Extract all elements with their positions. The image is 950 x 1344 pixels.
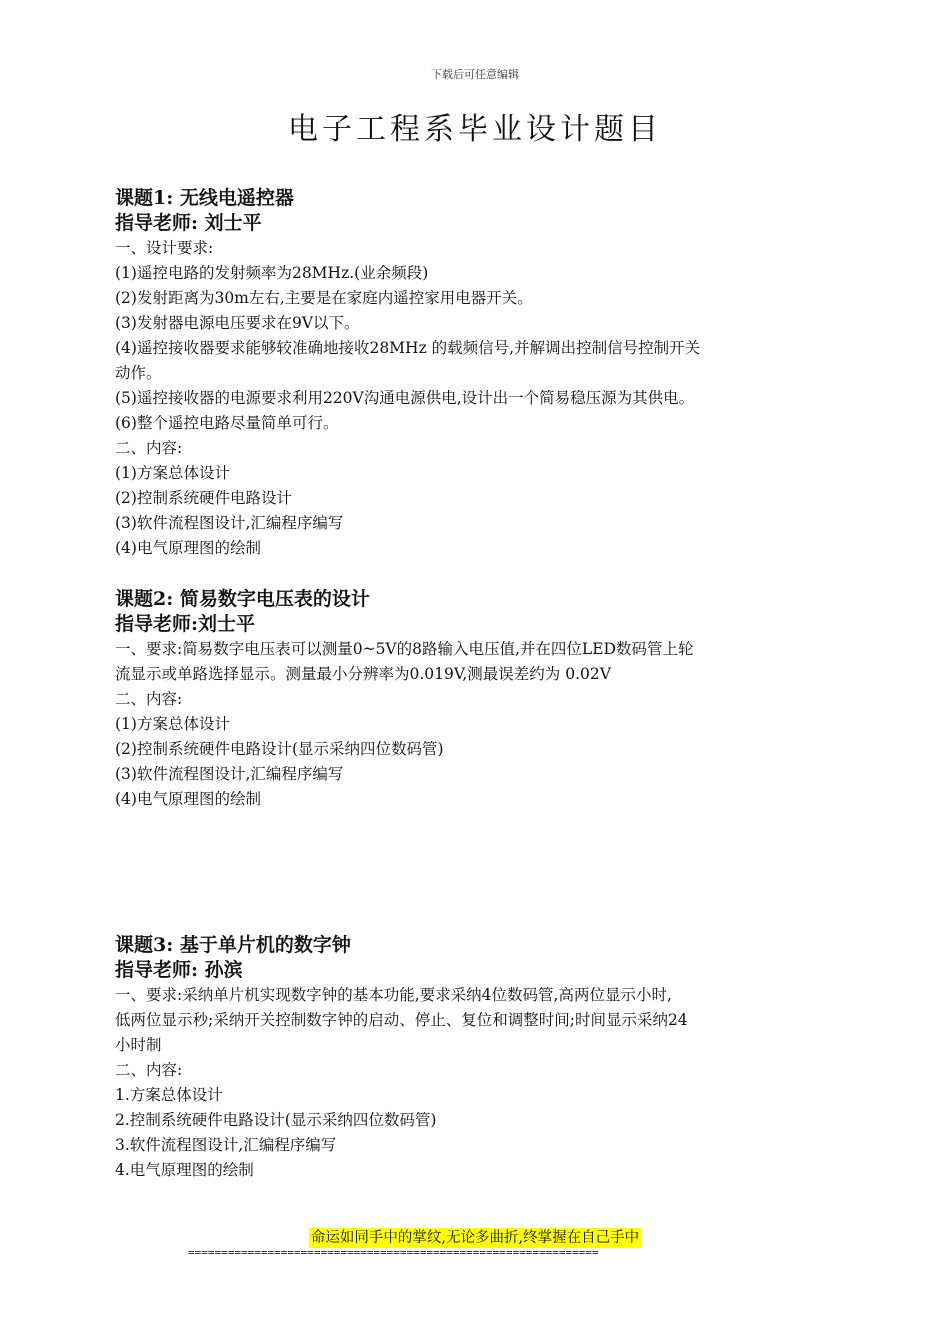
- topic-line: (4)遥控接收器要求能够较准确地接收28MHz 的载频信号,并解调出控制信号控制开关: [115, 339, 701, 357]
- topic-line: 低两位显示秒;采纳开关控制数字钟的启动、停止、复位和调整时间;时间显示采纳24: [115, 1011, 688, 1029]
- topic-line: 2.控制系统硬件电路设计(显示采纳四位数码管): [115, 1111, 437, 1129]
- topic-1: [115, 186, 860, 561]
- topic-advisor: 指导老师:刘士平: [115, 613, 256, 635]
- topic-line: (1)遥控电路的发射频率为28MHz.(业余频段): [115, 264, 429, 282]
- topic-line: 二、内容:: [115, 439, 183, 457]
- topic-line: (2)控制系统硬件电路设计: [115, 489, 292, 507]
- topic-title: 课题3: 基于单片机的数字钟: [115, 934, 351, 956]
- topic-3: [115, 933, 860, 1183]
- motto-highlight: 命运如同手中的掌纹,无论多曲折,终掌握在自己手中: [310, 1230, 640, 1246]
- topic-line: (1)方案总体设计: [115, 715, 230, 733]
- topic-line: (2)控制系统硬件电路设计(显示采纳四位数码管): [115, 740, 444, 758]
- section-spacer: [115, 812, 860, 933]
- page-header-note: 下载后可任意编辑: [431, 68, 519, 81]
- footer-motto: [0, 1227, 950, 1248]
- topic-line: (1)方案总体设计: [115, 464, 230, 482]
- topic-line: 3.软件流程图设计,汇编程序编写: [115, 1136, 337, 1154]
- footer-divider: ==============================================================: [188, 1246, 599, 1259]
- topic-line: 一、设计要求:: [115, 239, 214, 257]
- topic-line: (3)软件流程图设计,汇编程序编写: [115, 765, 344, 783]
- topic-line: 小时制: [115, 1036, 162, 1054]
- topic-line: (4)电气原理图的绘制: [115, 539, 261, 557]
- topic-title: 课题1: 无线电遥控器: [115, 187, 294, 209]
- document-title: 电子工程系毕业设计题目: [288, 112, 662, 147]
- topic-advisor: 指导老师: 刘士平: [115, 212, 262, 234]
- topic-line: 二、内容:: [115, 1061, 183, 1079]
- topic-line: 4.电气原理图的绘制: [115, 1161, 254, 1179]
- topic-line: 流显示或单路选择显示。测量最小分辨率为0.019V,测最误差约为 0.02V: [115, 665, 611, 683]
- section-spacer: [115, 561, 860, 587]
- document-body: [115, 186, 860, 1183]
- topic-line: (4)电气原理图的绘制: [115, 790, 261, 808]
- topic-line: (3)发射器电源电压要求在9V以下。: [115, 314, 360, 332]
- topic-advisor: 指导老师: 孙滨: [115, 959, 243, 981]
- topic-line: (2)发射距离为30m左右,主要是在家庭内遥控家用电器开关。: [115, 289, 533, 307]
- topic-line: 动作。: [115, 364, 162, 382]
- topic-title: 课题2: 简易数字电压表的设计: [115, 588, 370, 610]
- topic-line: 一、要求:简易数字电压表可以测量0~5V的8路输入电压值,并在四位LED数码管上轮: [115, 640, 694, 658]
- topic-line: (3)软件流程图设计,汇编程序编写: [115, 514, 344, 532]
- topic-line: 二、内容:: [115, 690, 183, 708]
- topic-line: 一、要求:采纳单片机实现数字钟的基本功能,要求采纳4位数码管,高两位显示小时,: [115, 986, 672, 1004]
- topic-2: [115, 587, 860, 812]
- topic-line: 1.方案总体设计: [115, 1086, 223, 1104]
- topic-line: (6)整个遥控电路尽量简单可行。: [115, 414, 339, 432]
- topic-line: (5)遥控接收器的电源要求利用220V沟通电源供电,设计出一个简易稳压源为其供电。: [115, 389, 695, 407]
